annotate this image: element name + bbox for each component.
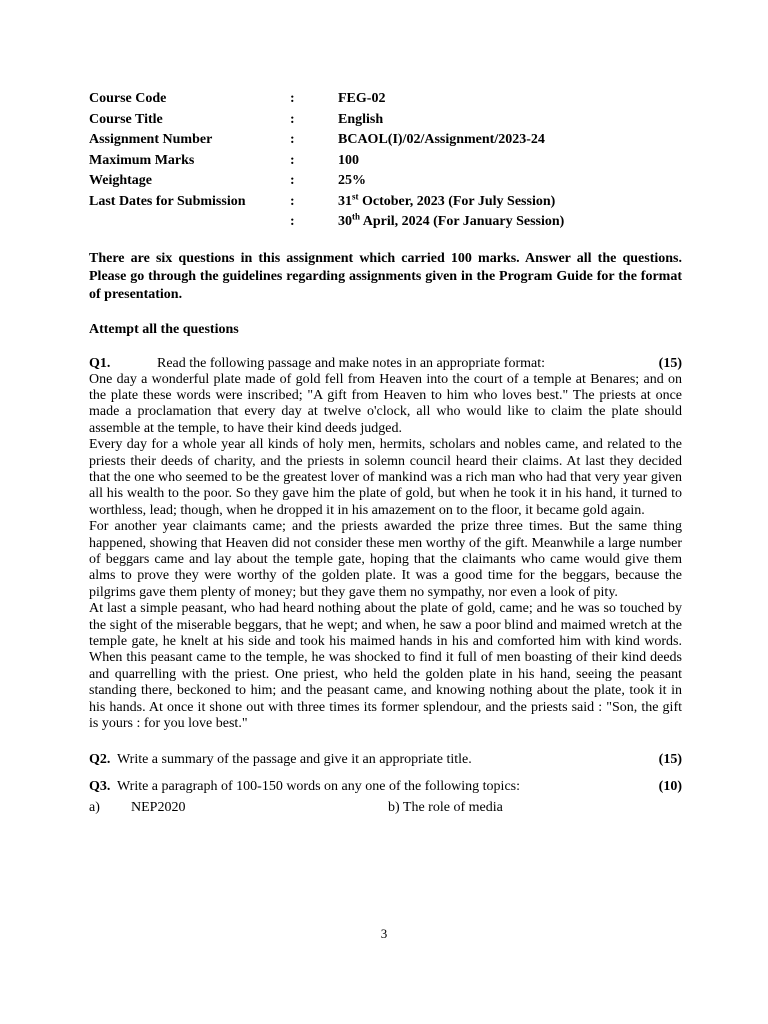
field-value <box>338 192 564 213</box>
field-label: Weightage <box>89 173 152 188</box>
question-marks: (10) <box>658 779 682 795</box>
field-value: English <box>338 111 384 127</box>
question-number: Q3. <box>89 779 111 795</box>
field-value: 25% <box>338 173 366 188</box>
field-label: Last Dates for Submission <box>89 193 246 209</box>
date-day: 30 <box>338 214 352 229</box>
page-number: 3 <box>380 926 388 941</box>
field-label: Maximum Marks <box>89 152 195 168</box>
question-text: Read the following passage and make notes in an appropriate format: <box>157 355 545 371</box>
field-colon: : <box>290 91 295 106</box>
question-text: Write a paragraph of 100-150 words on any one of the following topics: <box>117 779 520 795</box>
date-rest: April, 2024 (For January Session) <box>360 214 565 229</box>
field-value: FEG-02 <box>338 91 386 106</box>
course-code-row <box>89 89 564 110</box>
date-suffix: th <box>352 211 361 222</box>
weightage-row <box>89 171 564 192</box>
field-colon: : <box>290 173 295 188</box>
assignment-number-row <box>89 130 564 151</box>
field-value: 100 <box>338 152 359 168</box>
option-a-label: a) <box>89 800 100 816</box>
date-rest: October, 2023 (For July Session) <box>358 193 556 209</box>
topic-options <box>89 800 682 816</box>
field-label: Course Code <box>89 91 167 106</box>
field-colon: : <box>290 214 295 229</box>
maximum-marks-row <box>89 151 564 172</box>
field-label: Assignment Number <box>89 132 213 147</box>
date-day: 31 <box>338 193 352 209</box>
passage-paragraph: At last a simple peasant, who had heard nothing about the plate of gold, came; and he was so touched by the sight of the miserable beggars, that he wept; and when, he saw a poor blind and maimed wretch at the temple gate, he knelt at his side and took his maimed hands in his and comforted him with kind words. When this peasant came to the temple, he was shocked to find it full of men boasting of their kind deeds and quarrelling with the priest. One priest, who held the golden plate in his hand, seeing the peasant standing there, beckoned to him; and the peasant came, and knowing nothing about the plate, took it in his hands. At once it shone out with three times its former splendour, and the priests said : "Son, the gift is yours : for you love best." <box>89 601 682 732</box>
course-info-table <box>89 89 564 233</box>
question-marks: (15) <box>658 355 682 371</box>
instructions-paragraph: There are six questions in this assignment which carried 100 marks. Answer all the questions. Please go through the guidelines regarding assignments given in the Program Guide for the format of presentation. <box>89 250 682 302</box>
field-colon: : <box>290 111 295 127</box>
field-colon: : <box>290 193 295 209</box>
field-value: BCAOL(I)/02/Assignment/2023-24 <box>338 132 545 147</box>
course-title-row <box>89 110 564 131</box>
field-value <box>338 212 564 233</box>
question-number: Q1. <box>89 355 111 371</box>
question-2 <box>89 752 682 768</box>
passage-paragraph: For another year claimants came; and the priests awarded the prize three times. But the same thing happened, showing that Heaven did not consider these men worthy of the gift. Meanwhile a large number of beggars came and lay about the temple gate, hoping that the claimants who came would give them alms to prove they were worthy of the golden plate. It was a good time for the beggars, because the pilgrims gave them plenty of money; but they gave them no sympathy, nor even a look of pity. <box>89 519 682 600</box>
field-label: Course Title <box>89 111 163 127</box>
submission-date-row-1 <box>89 192 564 213</box>
question-marks: (15) <box>658 752 682 768</box>
submission-date-row-2 <box>89 212 564 233</box>
document-page <box>89 89 682 816</box>
field-colon: : <box>290 152 295 168</box>
passage-paragraph: One day a wonderful plate made of gold fell from Heaven into the court of a temple at Benares; and on the plate these words were inscribed; "A gift from Heaven to him who loves best." The priests at once made a proclamation that every day at twelve o'clock, all who would like to claim the plate should assemble at the temple, to have their kind deeds judged. <box>89 371 682 436</box>
field-colon: : <box>290 132 295 147</box>
option-a-text: NEP2020 <box>131 800 186 816</box>
question-3 <box>89 779 682 795</box>
option-b-text: b) The role of media <box>388 800 503 816</box>
question-number: Q2. <box>89 752 111 768</box>
section-heading: Attempt all the questions <box>89 321 239 337</box>
passage-paragraph: Every day for a whole year all kinds of holy men, hermits, scholars and nobles came, and related to the priests their deeds of charity, and the priests in solemn council heard their claims. At last they decided that the one who seemed to be the greatest lover of mankind was a rich man who had that very year given all his wealth to the poor. So they gave him the plate of gold, but when he took it in his hand, it turned to worthless, lead; though, when he dropped it in his amazement on to the floor, it became gold again. <box>89 437 682 518</box>
date-suffix: st <box>352 190 359 201</box>
question-text: Write a summary of the passage and give it an appropriate title. <box>117 752 472 768</box>
question-1 <box>89 356 682 372</box>
